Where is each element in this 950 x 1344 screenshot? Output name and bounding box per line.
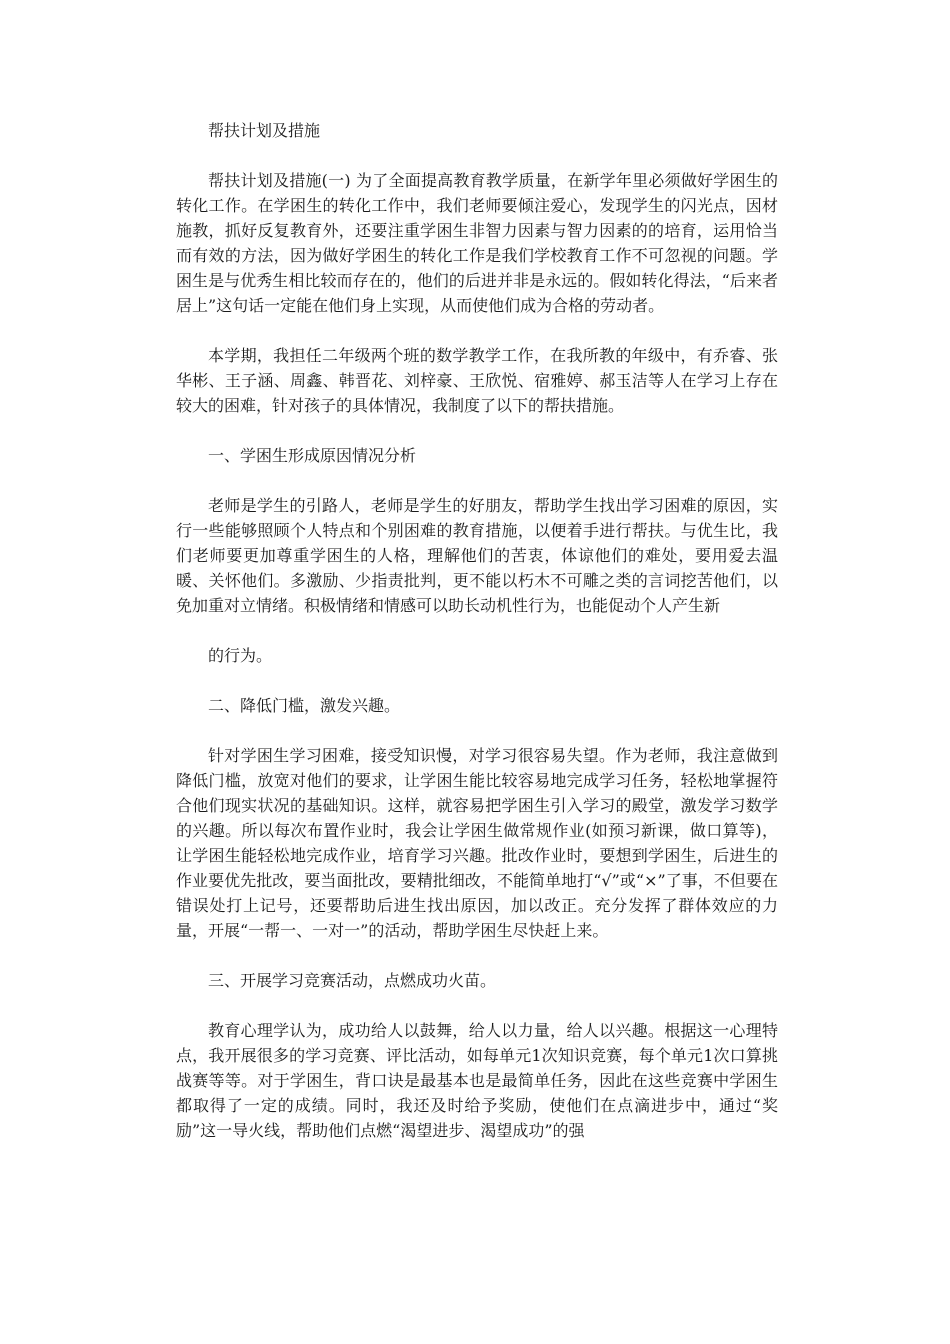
document-body	[176, 118, 778, 1168]
intro-paragraph: 帮扶计划及措施(一) 为了全面提高教育教学质量，在新学年里必须做好学困生的转化工作。在学困生的转化工作中，我们老师要倾注爱心，发现学生的闪光点，因材施教，抓好反复教育外，还要注重学困生非智力因素与智力因素的的培育，运用恰当而有效的方法，因为做好学困生的转化工作是我们学校教育工作不可忽视的问题。学困生是与优秀生相比较而存在的，他们的后进并非是永远的。假如转化得法，“后来者居上”这句话一定能在他们身上实现，从而使他们成为合格的劳动者。	[176, 171, 778, 315]
section-2-heading: 二、降低门槛，激发兴趣。	[208, 696, 401, 715]
section-1-continuation: 的行为。	[208, 646, 273, 665]
section-3-heading: 三、开展学习竞赛活动，点燃成功火苗。	[208, 971, 497, 990]
students-paragraph: 本学期，我担任二年级两个班的数学教学工作，在我所教的年级中，有乔睿、张华彬、王子涵、周鑫、韩晋花、刘梓豪、王欣悦、宿雅婷、郝玉洁等人在学习上存在较大的困难，针对孩子的具体情况，我制度了以下的帮扶措施。	[176, 346, 778, 415]
section-1-heading: 一、学困生形成原因情况分析	[208, 446, 417, 465]
section-3-paragraph: 教育心理学认为，成功给人以鼓舞，给人以力量，给人以兴趣。根据这一心理特点，我开展很多的学习竞赛、评比活动，如每单元1次知识竞赛，每个单元1次口算挑战赛等等。对于学困生，背口诀是最基本也是最简单任务，因此在这些竞赛中学困生都取得了一定的成绩。同时，我还及时给予奖励，使他们在点滴进步中，通过“奖励”这一导火线，帮助他们点燃“渴望进步、渴望成功”的强	[176, 1021, 778, 1140]
section-2-paragraph: 针对学困生学习困难，接受知识慢，对学习很容易失望。作为老师，我注意做到降低门槛，放宽对他们的要求，让学困生能比较容易地完成学习任务，轻松地掌握符合他们现实状况的基础知识。这样，就容易把学困生引入学习的殿堂，激发学习数学的兴趣。所以每次布置作业时，我会让学困生做常规作业(如预习新课，做口算等)，让学困生能轻松地完成作业，培育学习兴趣。批改作业时，要想到学困生，后进生的作业要优先批改，要当面批改，要精批细改，不能简单地打“√”或“×”了事，不但要在错误处打上记号，还要帮助后进生找出原因，加以改正。充分发挥了群体效应的力量，开展“一帮一、一对一”的活动，帮助学困生尽快赶上来。	[176, 746, 778, 940]
document-title: 帮扶计划及措施	[208, 121, 321, 140]
section-1-paragraph: 老师是学生的引路人，老师是学生的好朋友，帮助学生找出学习困难的原因，实行一些能够照顾个人特点和个别困难的教育措施，以便着手进行帮扶。与优生比，我们老师要更加尊重学困生的人格，理解他们的苦衷，体谅他们的难处，要用爱去温暖、关怀他们。多激励、少指责批判，更不能以朽木不可雕之类的言词挖苦他们，以免加重对立情绪。积极情绪和情感可以助长动机性行为，也能促动个人产生新	[176, 496, 778, 615]
